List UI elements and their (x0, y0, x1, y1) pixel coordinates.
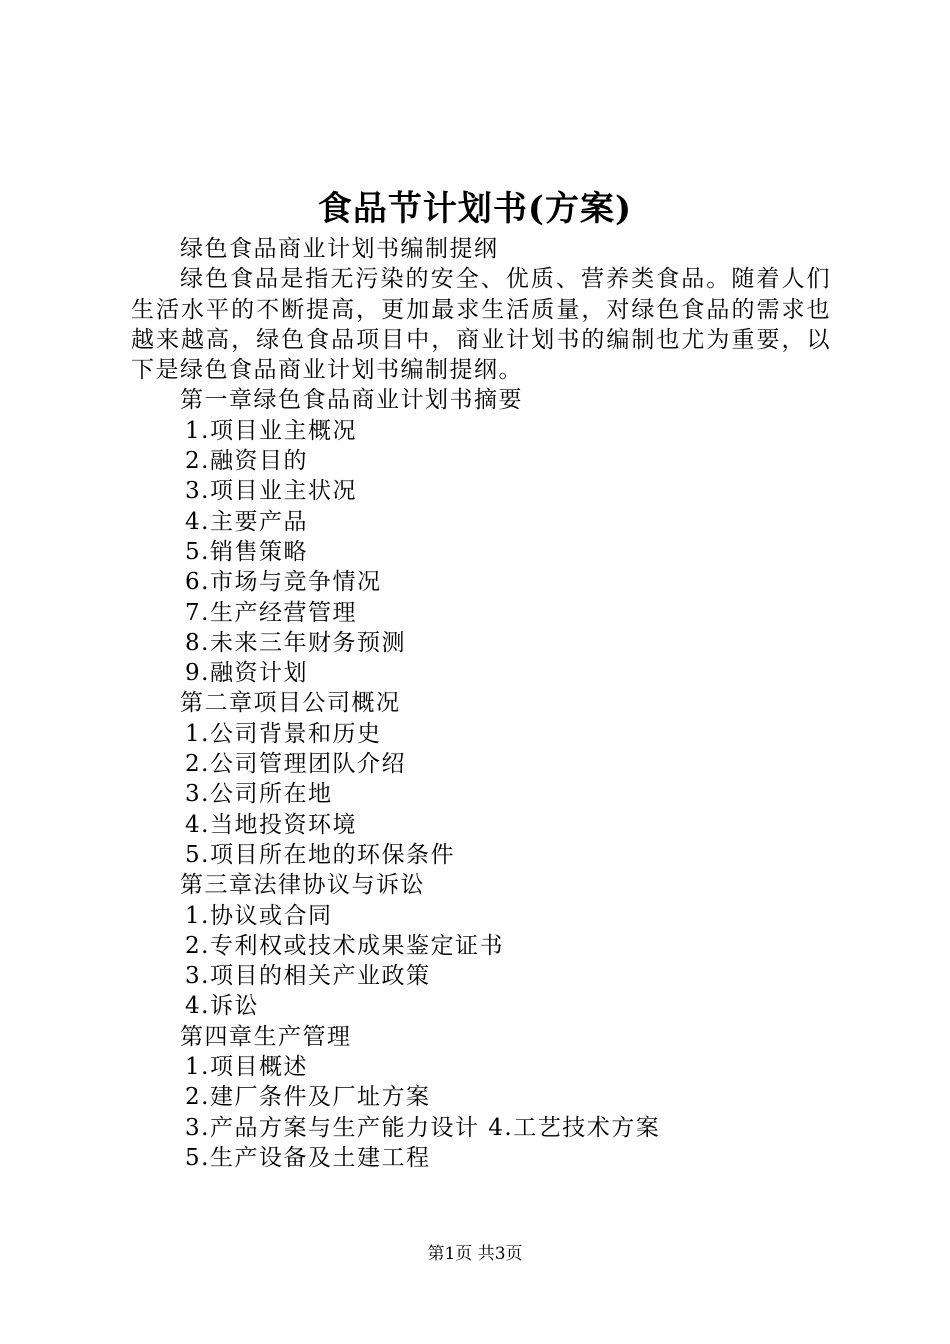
list-item: 3.项目业主状况 (185, 478, 357, 505)
page-title: 食品节计划书(方案) (317, 189, 633, 229)
list-item: 1.项目业主概况 (185, 417, 357, 444)
page-footer: 第1页 共3页 (427, 1244, 523, 1264)
chapter-heading: 第二章项目公司概况 (180, 690, 401, 717)
document-body (131, 234, 831, 1173)
list-item: 1.公司背景和历史 (185, 720, 382, 747)
list-item: 3.项目的相关产业政策 (185, 963, 431, 990)
list-item: 7.生产经营管理 (185, 599, 357, 626)
subtitle: 绿色食品商业计划书编制提纲 (180, 236, 499, 262)
list-item: 2.建厂条件及厂址方案 (185, 1084, 431, 1111)
list-item: 2.融资目的 (185, 448, 308, 475)
list-item: 3.公司所在地 (185, 781, 333, 808)
list-item: 1.协议或合同 (185, 902, 333, 929)
list-item: 3.产品方案与生产能力设计 4.工艺技术方案 (185, 1114, 661, 1141)
list-item: 5.销售策略 (185, 538, 308, 565)
list-item: 4.当地投资环境 (185, 811, 357, 838)
list-item: 6.市场与竞争情况 (185, 569, 382, 596)
list-item: 2.公司管理团队介绍 (185, 751, 406, 778)
intro-paragraph: 绿色食品是指无污染的安全、优质、营养类食品。随着人们生活水平的不断提高，更加最求生活质量，对绿色食品的需求也越来越高，绿色食品项目中，商业计划书的编制也尤为重要，以下是绿色食品商业计划书编制提纲。 (131, 266, 831, 384)
list-item: 8.未来三年财务预测 (185, 629, 406, 656)
list-item: 4.诉讼 (185, 993, 259, 1020)
chapter-heading: 第四章生产管理 (180, 1023, 352, 1050)
list-item: 1.项目概述 (185, 1054, 308, 1081)
chapter-heading: 第三章法律协议与诉讼 (180, 872, 425, 899)
list-item: 5.项目所在地的环保条件 (185, 841, 455, 868)
list-item: 5.生产设备及土建工程 (185, 1144, 431, 1171)
list-item: 2.专利权或技术成果鉴定证书 (185, 932, 504, 959)
chapter-heading: 第一章绿色食品商业计划书摘要 (180, 387, 523, 414)
list-item: 9.融资计划 (185, 660, 308, 687)
list-item: 4.主要产品 (185, 508, 308, 535)
